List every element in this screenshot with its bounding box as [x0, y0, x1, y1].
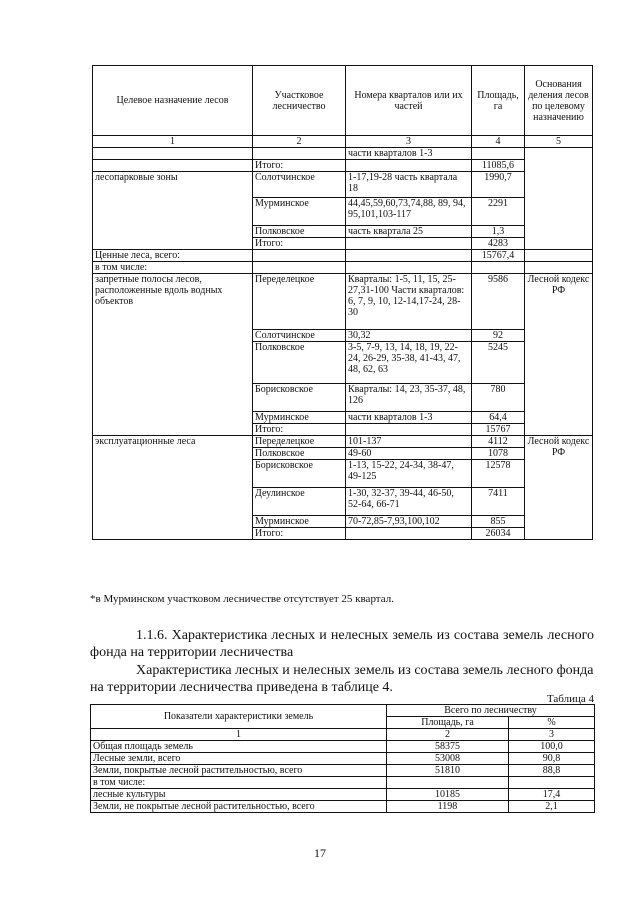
- cell-area: 64,4: [472, 412, 525, 424]
- cell-area: 12578: [472, 460, 525, 488]
- cell-area: 1078: [472, 448, 525, 460]
- table-row: [93, 274, 593, 330]
- table-row: [91, 789, 595, 801]
- cell-area: 15767,4: [472, 250, 525, 262]
- cell-area: 53008: [387, 753, 509, 765]
- col-number: 5: [525, 136, 593, 148]
- cell-quarters: 44,45,59,60,73,74,88, 89, 94, 95,101,103-117: [346, 198, 472, 226]
- col-number: 3: [509, 729, 595, 741]
- cell-district: Полковское: [253, 342, 346, 384]
- header-quarters: Номера кварталов или их частей: [346, 66, 472, 136]
- cell-district: Мурминское: [253, 198, 346, 226]
- header-area: Площадь, га: [387, 717, 509, 729]
- forest-purpose-table: [92, 65, 593, 540]
- table-row: [93, 148, 593, 160]
- cell-district: Борисковское: [253, 384, 346, 412]
- cell-quarters: 1-13, 15-22, 24-34, 38-47, 49-125: [346, 460, 472, 488]
- cell-indicator: в том числе:: [91, 777, 387, 789]
- cell-quarters: 1-30, 32-37, 39-44, 46-50, 52-64, 66-71: [346, 488, 472, 516]
- cell-district: Деулинское: [253, 488, 346, 516]
- cell-quarters: 49-60: [346, 448, 472, 460]
- cell-area: [387, 777, 509, 789]
- cell-area: 15767: [472, 424, 525, 436]
- cell-indicator: Земли, не покрытые лесной растительностью, всего: [91, 801, 387, 813]
- col-number: 2: [253, 136, 346, 148]
- cell-percent: 17,4: [509, 789, 595, 801]
- cell-district: Полковское: [253, 448, 346, 460]
- cell-district: Переделецкое: [253, 274, 346, 330]
- cell-area: 7411: [472, 488, 525, 516]
- page-number: 17: [314, 846, 326, 860]
- cell-district: Переделецкое: [253, 436, 346, 448]
- cell-district: Итого:: [253, 528, 346, 540]
- table-row: [91, 741, 595, 753]
- cell-basis: Лесной кодекс РФ: [525, 436, 593, 540]
- cell-district: Итого:: [253, 238, 346, 250]
- land-characteristics-table: [90, 704, 595, 813]
- table-row: [93, 172, 593, 198]
- cell-quarters: 3-5, 7-9, 13, 14, 18, 19, 22-24, 26-29, 35-38, 41-43, 47, 48, 62, 63: [346, 342, 472, 384]
- header-total: Всего по лесничеству: [387, 705, 595, 717]
- cell-district: Солотчинское: [253, 330, 346, 342]
- table-row: [91, 765, 595, 777]
- cell-area: 11085,6: [472, 160, 525, 172]
- cell-area: 4283: [472, 238, 525, 250]
- cell-district: Итого:: [253, 160, 346, 172]
- cell-percent: 100,0: [509, 741, 595, 753]
- header-district: Участковое лесничество: [253, 66, 346, 136]
- col-number: 3: [346, 136, 472, 148]
- col-number: 2: [387, 729, 509, 741]
- footnote: *в Мурминском участковом лесничестве отсутствует 25 квартал.: [90, 593, 394, 605]
- cell-quarters: части кварталов 1-3: [346, 148, 472, 160]
- table-row: [93, 250, 593, 262]
- paragraph: Характеристика лесных и нелесных земель из состава земель лесного фонда на территории лесничества приведена в таблице 4.: [90, 663, 594, 695]
- cell-quarters: Кварталы: 1-5, 11, 15, 25-27,31-100 Части кварталов: 6, 7, 9, 10, 12-14,17-24, 28-30: [346, 274, 472, 330]
- cell-quarters: Кварталы: 14, 23, 35-37, 48, 126: [346, 384, 472, 412]
- cell-basis: Лесной кодекс РФ: [525, 274, 593, 436]
- cell-district: Борисковское: [253, 460, 346, 488]
- table-row: [91, 777, 595, 789]
- header-basis: Основания деления лесов по целевому назначению: [525, 66, 593, 136]
- header-purpose: Целевое назначение лесов: [93, 66, 253, 136]
- cell-quarters: 101-137: [346, 436, 472, 448]
- cell-quarters: 70-72,85-7,93,100,102: [346, 516, 472, 528]
- cell-district: Мурминское: [253, 516, 346, 528]
- col-number: 1: [93, 136, 253, 148]
- cell-purpose: лесопарковые зоны: [93, 172, 253, 250]
- col-number: 1: [91, 729, 387, 741]
- cell-area: 5245: [472, 342, 525, 384]
- cell-indicator: лесные культуры: [91, 789, 387, 801]
- cell-district: Итого:: [253, 424, 346, 436]
- table-label: Таблица 4: [546, 693, 594, 705]
- cell-percent: 90,8: [509, 753, 595, 765]
- cell-purpose: эксплуатационные леса: [93, 436, 253, 540]
- cell-percent: 88,8: [509, 765, 595, 777]
- table-row: [93, 160, 593, 172]
- cell-area: 51810: [387, 765, 509, 777]
- cell-area: 26034: [472, 528, 525, 540]
- cell-area: 855: [472, 516, 525, 528]
- cell-area: 10185: [387, 789, 509, 801]
- cell-purpose: запретные полосы лесов, расположенные вдоль водных объектов: [93, 274, 253, 436]
- header-area: Площадь, га: [472, 66, 525, 136]
- cell-quarters: часть квартала 25: [346, 226, 472, 238]
- cell-quarters: 1-17,19-28 часть квартала 18: [346, 172, 472, 198]
- cell-area: 1198: [387, 801, 509, 813]
- cell-area: 2291: [472, 198, 525, 226]
- col-number: 4: [472, 136, 525, 148]
- cell-quarters: части кварталов 1-3: [346, 412, 472, 424]
- table-row: [91, 801, 595, 813]
- cell-area: 1,3: [472, 226, 525, 238]
- section-heading: 1.1.6. Характеристика лесных и нелесных земель из состава земель лесного фонда на территории лесничества: [90, 628, 594, 660]
- cell-purpose: в том числе:: [93, 262, 253, 274]
- cell-district: Мурминское: [253, 412, 346, 424]
- table-row: [93, 262, 593, 274]
- header-percent: %: [509, 717, 595, 729]
- header-indicator: Показатели характеристики земель: [91, 705, 387, 729]
- cell-area: 9586: [472, 274, 525, 330]
- cell-indicator: Лесные земли, всего: [91, 753, 387, 765]
- cell-area: 780: [472, 384, 525, 412]
- table-row: [93, 436, 593, 448]
- cell-area: 1990,7: [472, 172, 525, 198]
- cell-area: 92: [472, 330, 525, 342]
- cell-indicator: Общая площадь земель: [91, 741, 387, 753]
- cell-area: 4112: [472, 436, 525, 448]
- cell-district: Солотчинское: [253, 172, 346, 198]
- cell-indicator: Земли, покрытые лесной растительностью, всего: [91, 765, 387, 777]
- cell-percent: [509, 777, 595, 789]
- cell-quarters: 30,32: [346, 330, 472, 342]
- cell-purpose: Ценные леса, всего:: [93, 250, 253, 262]
- cell-area: 58375: [387, 741, 509, 753]
- table-row: [91, 753, 595, 765]
- cell-district: Полковское: [253, 226, 346, 238]
- cell-percent: 2,1: [509, 801, 595, 813]
